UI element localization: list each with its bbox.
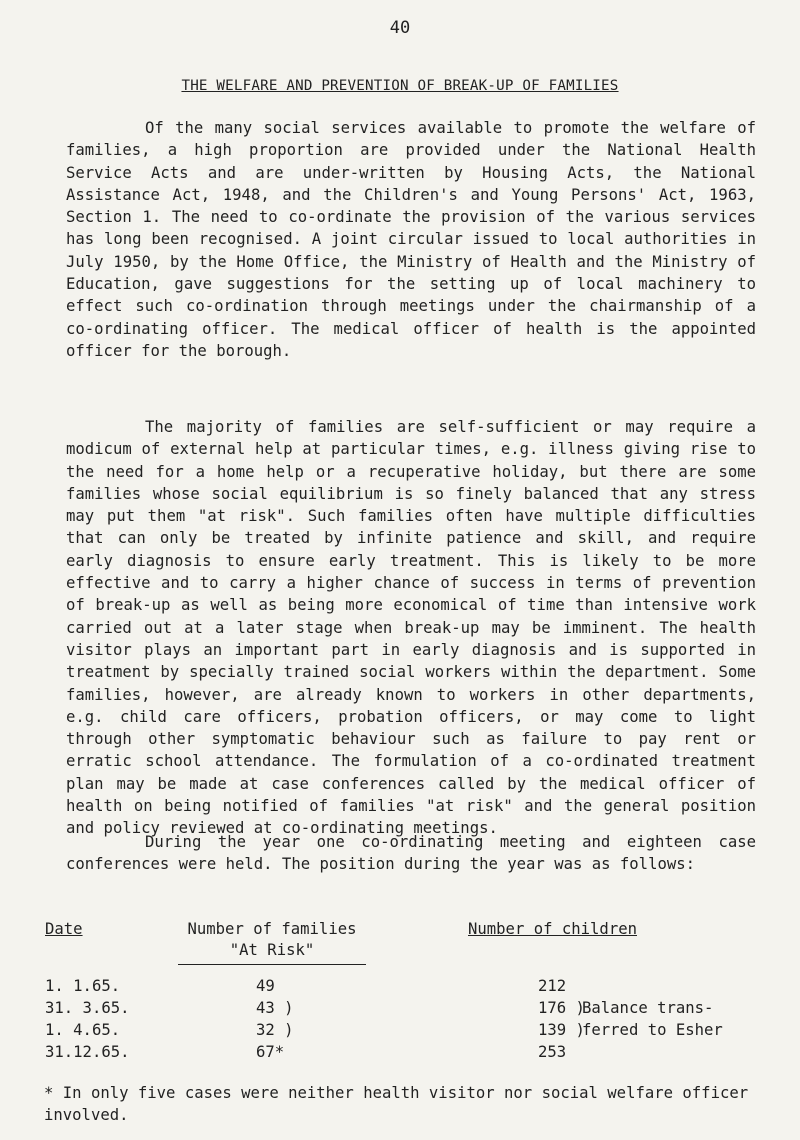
row-families: 32 ) xyxy=(256,1021,294,1039)
header-date: Date xyxy=(45,920,83,938)
row-children: 176 ) xyxy=(538,999,585,1017)
row-date: 31. 3.65. xyxy=(45,999,130,1017)
row-children: 253 xyxy=(538,1043,567,1061)
row-date: 1. 4.65. xyxy=(45,1021,121,1039)
row-families: 49 xyxy=(256,977,275,995)
paragraph-families-at-risk: The majority of families are self-sufficient or may require a modicum of external help at particular times, e.g. illness giving rise to the need for a home help or a recuperative holiday, but there are some families whose social equilibrium is so finely balanced that any stress may put them "at risk". Such families often have multiple difficulties that can only be treated by infinite patience and skill, and require early diagnosis to ensure early treatment. This is likely to be more effective and to carry a higher chance of success in terms of prevention of break-up as well as being more economical of time than intensive work carried out at a later stage when break-up may be imminent. The health visitor plays an important part in early diagnosis and is supported in treatment by specially trained social workers within the department. Some families, however, are already known to workers in other departments, e.g. child care officers, probation officers, or may come to light through other symptomatic behaviour such as failure to pay rent or erratic school attendance. The formulation of a co-ordinated treatment plan may be made at case conferences called by the medical officer of health on being notified of families "at risk" and the general position and policy reviewed at co-ordinating meetings. xyxy=(66,418,756,838)
table-row xyxy=(0,999,800,1021)
row-children: 212 xyxy=(538,977,567,995)
header-children: Number of children xyxy=(468,920,637,938)
header-families-line2: "At Risk" xyxy=(178,940,366,965)
header-families-line1: Number of families xyxy=(187,920,357,938)
row-date: 31.12.65. xyxy=(45,1043,130,1061)
footnote: * In only five cases were neither health visitor nor social welfare officer involved. xyxy=(44,1084,749,1124)
row-date: 1. 1.65. xyxy=(45,977,121,995)
row-note: ferred to Esher xyxy=(582,1021,723,1039)
row-families: 43 ) xyxy=(256,999,294,1017)
paragraph-meetings-held: During the year one co-ordinating meeting and eighteen case conferences were held. The position during the year was as follows: xyxy=(66,833,756,874)
table-row xyxy=(0,1043,800,1065)
row-families: 67* xyxy=(256,1043,285,1061)
row-children: 139 ) xyxy=(538,1021,585,1039)
header-families xyxy=(178,919,366,965)
page-number: 40 xyxy=(389,18,411,38)
section-title: THE WELFARE AND PREVENTION OF BREAK-UP OF FAMILIES xyxy=(181,78,619,94)
table-row xyxy=(0,977,800,999)
row-note: Balance trans- xyxy=(582,999,714,1017)
table-row xyxy=(0,1021,800,1043)
paragraph-coordination: Of the many social services available to promote the welfare of families, a high proportion are provided under the National Health Service Acts and are under-written by Housing Acts, the National Assistance Act, 1948, and the Children's and Young Persons' Act, 1963, Section 1. The need to co-ordinate the provision of the various services has long been recognised. A joint circular issued to local authorities in July 1950, by the Home Office, the Ministry of Health and the Ministry of Education, gave suggestions for the setting up of local machinery to effect such co-ordination through meetings under the chairmanship of a co-ordinating officer. The medical officer of health is the appointed officer for the borough. xyxy=(66,119,756,360)
